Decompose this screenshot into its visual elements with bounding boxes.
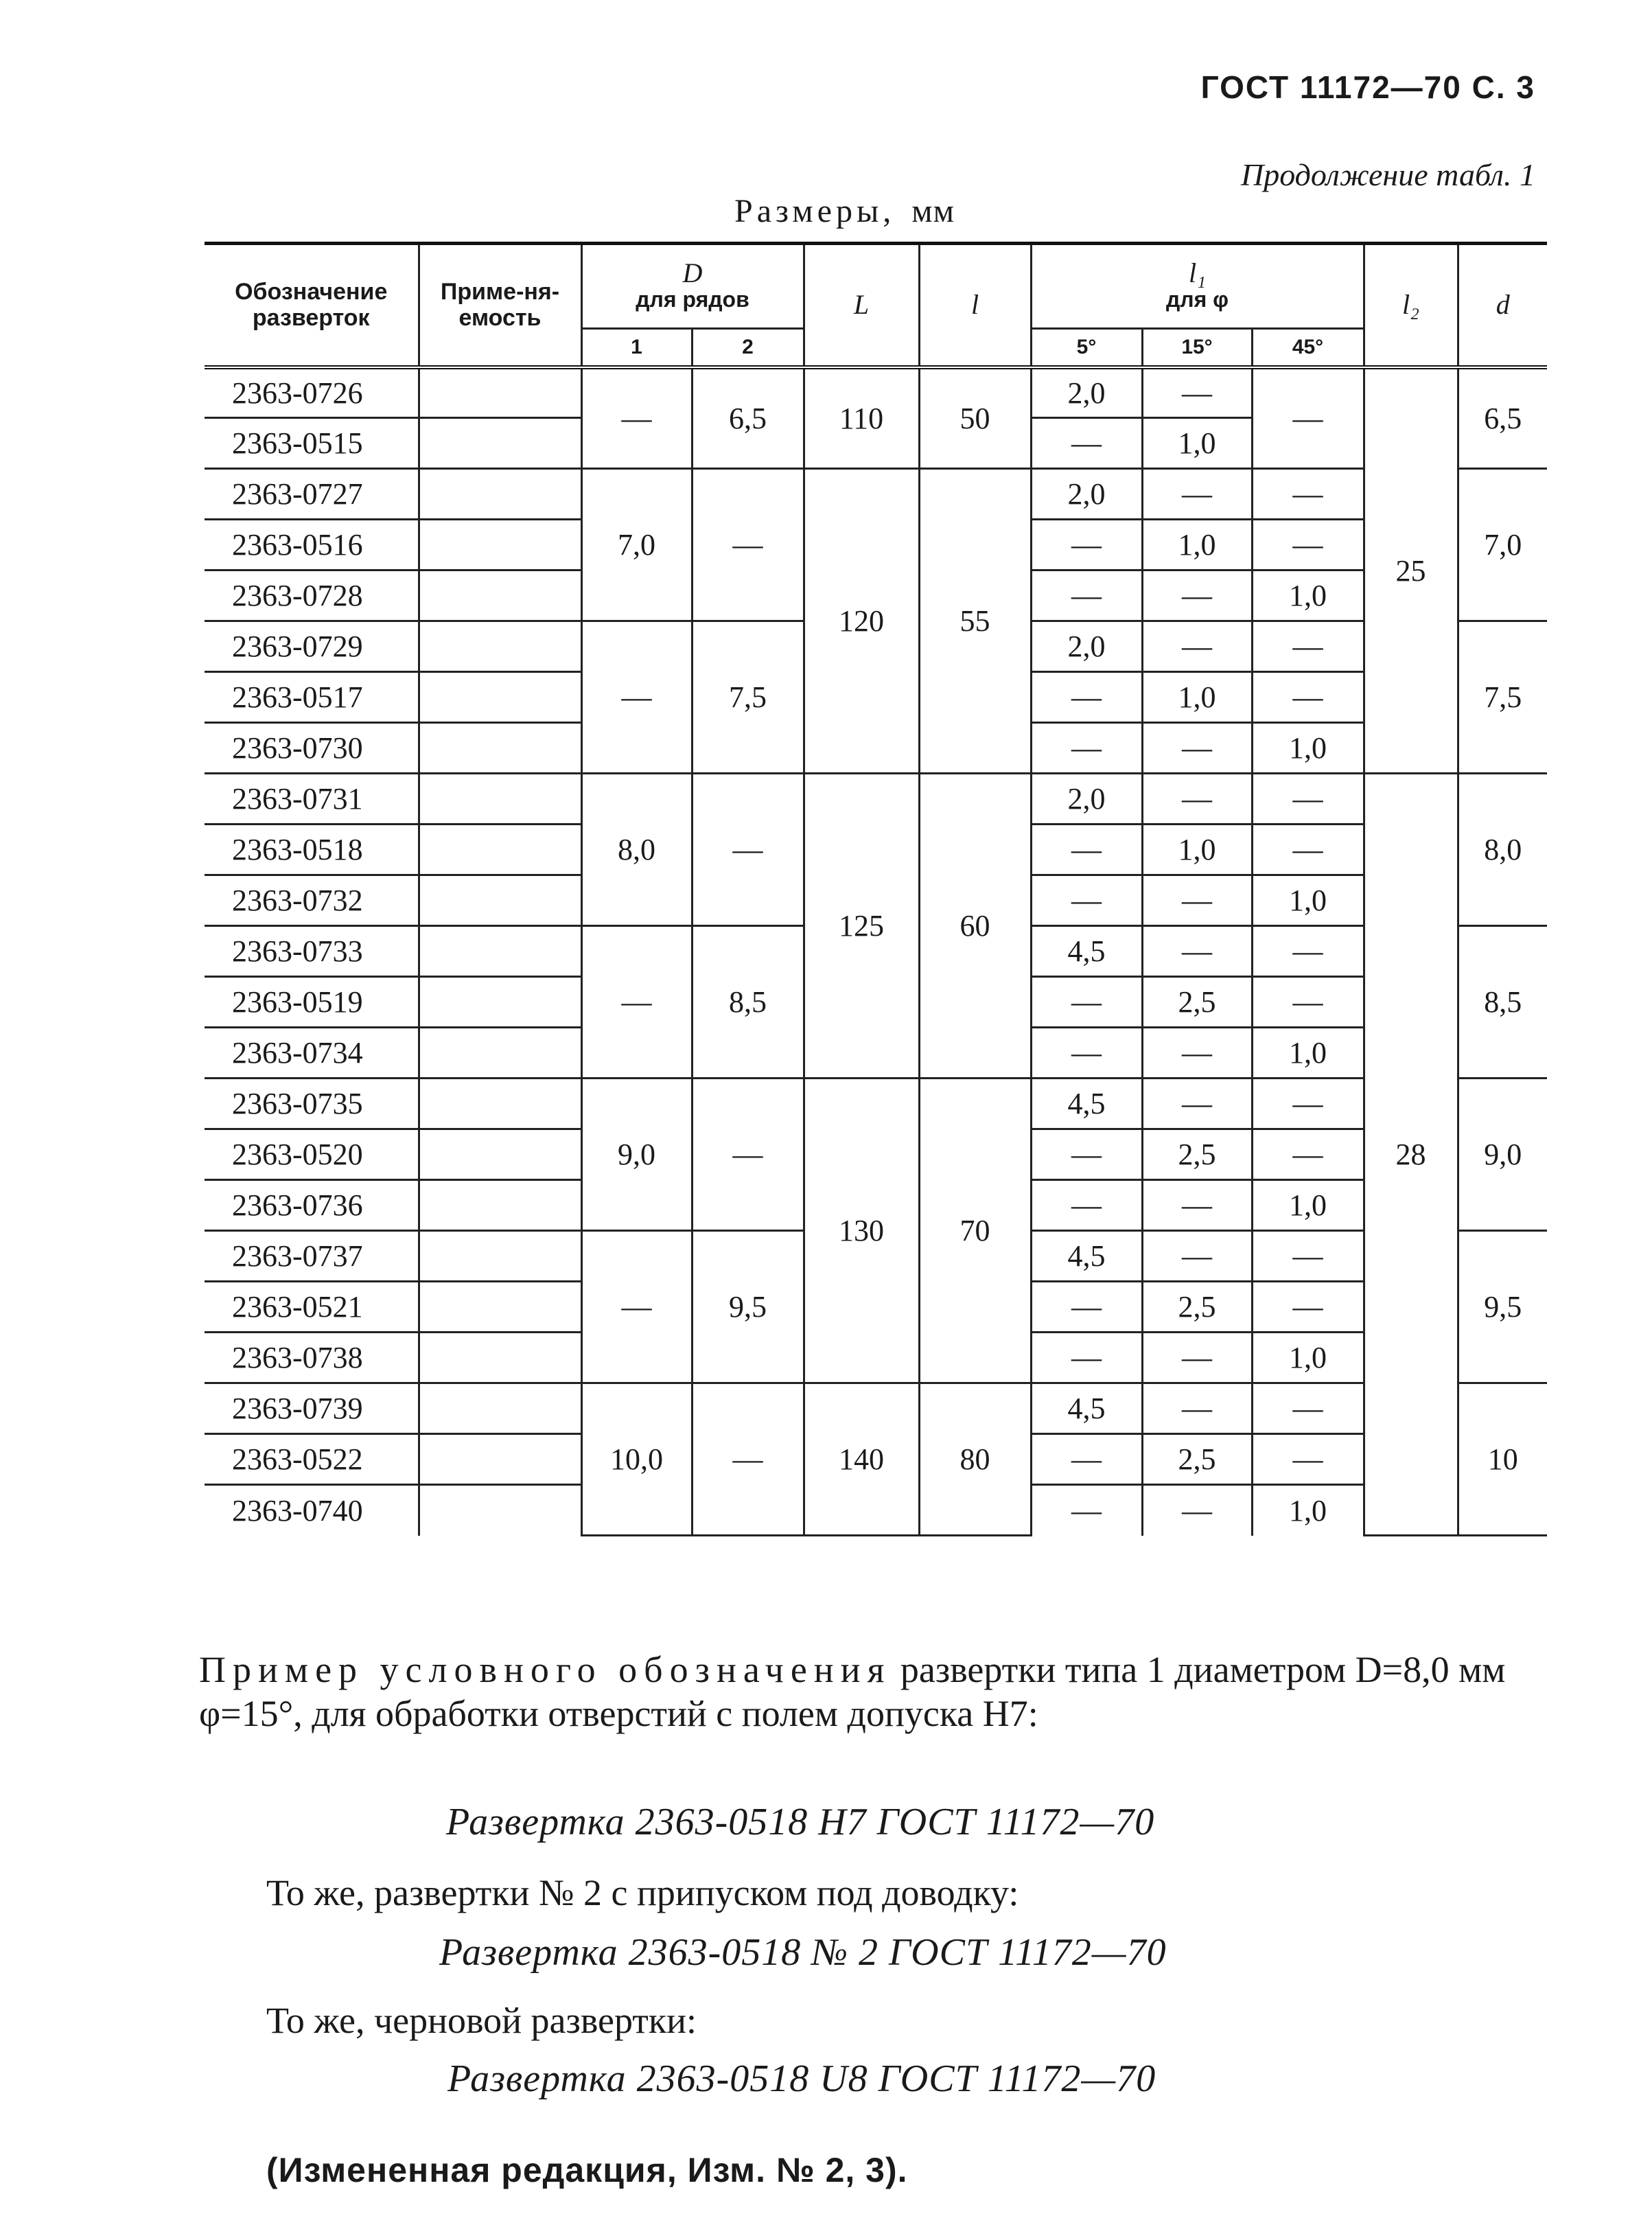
cell-f15: — bbox=[1142, 1333, 1252, 1383]
cell-applicability bbox=[419, 1028, 581, 1079]
table-row bbox=[205, 1383, 1547, 1434]
cell-f15: — bbox=[1142, 723, 1252, 774]
cell-f5: 2,0 bbox=[1031, 774, 1142, 825]
cell-applicability bbox=[419, 1129, 581, 1180]
cell-f15: — bbox=[1142, 774, 1252, 825]
cell-f45: — bbox=[1252, 1231, 1364, 1282]
cell-applicability bbox=[419, 367, 581, 418]
cell-applicability bbox=[419, 875, 581, 926]
cell-applicability bbox=[419, 520, 581, 570]
cell-f45: 1,0 bbox=[1252, 875, 1364, 926]
cell-f5: — bbox=[1031, 1180, 1142, 1231]
cell-code: 2363-0521 bbox=[205, 1282, 419, 1333]
col-l1-label: l₁ bbox=[1188, 257, 1207, 288]
example-formula-3: Развертка 2363-0518 U8 ГОСТ 11172—70 bbox=[447, 2058, 1156, 2100]
cell-code: 2363-0520 bbox=[205, 1129, 419, 1180]
cell-code: 2363-0737 bbox=[205, 1231, 419, 1282]
col-D bbox=[581, 244, 804, 329]
cell-f45: 1,0 bbox=[1252, 570, 1364, 621]
cell-f45: — bbox=[1252, 520, 1364, 570]
cell-f15: — bbox=[1142, 621, 1252, 672]
cell-D2: — bbox=[692, 1383, 804, 1536]
cell-f5: 2,0 bbox=[1031, 469, 1142, 520]
cell-f5: 2,0 bbox=[1031, 621, 1142, 672]
cell-f15: — bbox=[1142, 1180, 1252, 1231]
cell-code: 2363-0731 bbox=[205, 774, 419, 825]
cell-code: 2363-0730 bbox=[205, 723, 419, 774]
caption-unit: мм bbox=[911, 193, 955, 229]
cell-f45: — bbox=[1252, 1434, 1364, 1485]
example-line-3: То же, черновой развертки: bbox=[266, 2000, 697, 2041]
cell-code: 2363-0519 bbox=[205, 977, 419, 1028]
cell-f15: 1,0 bbox=[1142, 672, 1252, 723]
cell-applicability bbox=[419, 825, 581, 875]
cell-applicability bbox=[419, 469, 581, 520]
cell-f45: — bbox=[1252, 621, 1364, 672]
col-l1-sub: для φ bbox=[1165, 287, 1229, 312]
cell-f5: — bbox=[1031, 672, 1142, 723]
cell-f15: — bbox=[1142, 570, 1252, 621]
cell-applicability bbox=[419, 1282, 581, 1333]
cell-f15: — bbox=[1142, 1383, 1252, 1434]
cell-l2: 25 bbox=[1364, 367, 1458, 774]
cell-f5: — bbox=[1031, 418, 1142, 469]
cell-applicability bbox=[419, 1079, 581, 1129]
cell-code: 2363-0518 bbox=[205, 825, 419, 875]
cell-f45: — bbox=[1252, 672, 1364, 723]
col-designation: Обозначение разверток bbox=[205, 244, 419, 367]
example-intro-spaced: Пример условного обозначения bbox=[199, 1649, 892, 1690]
cell-applicability bbox=[419, 621, 581, 672]
cell-f15: — bbox=[1142, 469, 1252, 520]
cell-f15: — bbox=[1142, 1079, 1252, 1129]
col-phi-45: 45° bbox=[1252, 329, 1364, 367]
table-continuation-note: Продолжение табл. 1 bbox=[1241, 157, 1535, 192]
cell-applicability bbox=[419, 1434, 581, 1485]
col-applicability: Приме-ня-емость bbox=[419, 244, 581, 367]
cell-f15: — bbox=[1142, 1485, 1252, 1536]
cell-f45: — bbox=[1252, 774, 1364, 825]
cell-f45: — bbox=[1252, 1383, 1364, 1434]
cell-f5: — bbox=[1031, 825, 1142, 875]
cell-f15: 1,0 bbox=[1142, 825, 1252, 875]
cell-code: 2363-0740 bbox=[205, 1485, 419, 1536]
cell-l2: 28 bbox=[1364, 774, 1458, 1536]
cell-f5: 2,0 bbox=[1031, 367, 1142, 418]
cell-f15: 2,5 bbox=[1142, 1282, 1252, 1333]
cell-D2: 9,5 bbox=[692, 1231, 804, 1383]
caption-text: Размеры, bbox=[734, 193, 896, 229]
cell-D2: — bbox=[692, 774, 804, 926]
cell-L: 120 bbox=[804, 469, 919, 774]
cell-f45: 1,0 bbox=[1252, 1333, 1364, 1383]
cell-D2: 7,5 bbox=[692, 621, 804, 774]
cell-f5: — bbox=[1031, 1485, 1142, 1536]
cell-D1: — bbox=[581, 1231, 692, 1383]
col-phi-5: 5° bbox=[1031, 329, 1142, 367]
cell-L: 125 bbox=[804, 774, 919, 1079]
cell-code: 2363-0735 bbox=[205, 1079, 419, 1129]
cell-f5: 4,5 bbox=[1031, 926, 1142, 977]
table-row bbox=[205, 1079, 1547, 1129]
cell-D2: 6,5 bbox=[692, 367, 804, 469]
page-header: ГОСТ 11172—70 С. 3 bbox=[1200, 69, 1535, 105]
cell-f15: — bbox=[1142, 1028, 1252, 1079]
cell-applicability bbox=[419, 774, 581, 825]
cell-applicability bbox=[419, 1333, 581, 1383]
cell-code: 2363-0736 bbox=[205, 1180, 419, 1231]
cell-f5: 4,5 bbox=[1031, 1231, 1142, 1282]
table-caption bbox=[734, 192, 955, 230]
cell-code: 2363-0739 bbox=[205, 1383, 419, 1434]
col-phi-15: 15° bbox=[1142, 329, 1252, 367]
example-paragraph bbox=[199, 1648, 1537, 1736]
example-formula-2: Развертка 2363-0518 № 2 ГОСТ 11172—70 bbox=[439, 1931, 1167, 1974]
col-d: d bbox=[1458, 244, 1547, 367]
cell-f5: — bbox=[1031, 520, 1142, 570]
cell-f15: 2,5 bbox=[1142, 977, 1252, 1028]
cell-f5: — bbox=[1031, 1129, 1142, 1180]
cell-f15: — bbox=[1142, 875, 1252, 926]
cell-f15: 1,0 bbox=[1142, 520, 1252, 570]
cell-f15: — bbox=[1142, 1231, 1252, 1282]
cell-f45: 1,0 bbox=[1252, 1180, 1364, 1231]
col-l: l bbox=[919, 244, 1031, 367]
cell-applicability bbox=[419, 1485, 581, 1536]
cell-f5: — bbox=[1031, 723, 1142, 774]
table-row bbox=[205, 774, 1547, 825]
cell-L: 130 bbox=[804, 1079, 919, 1383]
cell-f15: 2,5 bbox=[1142, 1129, 1252, 1180]
cell-f5: — bbox=[1031, 977, 1142, 1028]
dimensions-table bbox=[205, 242, 1547, 1536]
cell-f15: — bbox=[1142, 367, 1252, 418]
cell-applicability bbox=[419, 1180, 581, 1231]
cell-applicability bbox=[419, 418, 581, 469]
cell-f5: — bbox=[1031, 1028, 1142, 1079]
cell-L: 110 bbox=[804, 367, 919, 469]
cell-f45: 1,0 bbox=[1252, 1028, 1364, 1079]
cell-f5: — bbox=[1031, 875, 1142, 926]
cell-f45: — bbox=[1252, 977, 1364, 1028]
cell-f5: — bbox=[1031, 1333, 1142, 1383]
cell-applicability bbox=[419, 926, 581, 977]
cell-f15: 2,5 bbox=[1142, 1434, 1252, 1485]
cell-d: 8,5 bbox=[1458, 926, 1547, 1079]
cell-l: 60 bbox=[919, 774, 1031, 1079]
cell-d: 9,5 bbox=[1458, 1231, 1547, 1383]
cell-applicability bbox=[419, 1231, 581, 1282]
cell-L: 140 bbox=[804, 1383, 919, 1536]
cell-f45: — bbox=[1252, 469, 1364, 520]
cell-f45: — bbox=[1252, 1079, 1364, 1129]
cell-d: 6,5 bbox=[1458, 367, 1547, 469]
cell-f45: — bbox=[1252, 825, 1364, 875]
cell-D2: — bbox=[692, 469, 804, 621]
cell-code: 2363-0726 bbox=[205, 367, 419, 418]
cell-D1: — bbox=[581, 367, 692, 469]
cell-D1: 10,0 bbox=[581, 1383, 692, 1536]
cell-code: 2363-0734 bbox=[205, 1028, 419, 1079]
cell-d: 8,0 bbox=[1458, 774, 1547, 926]
cell-d: 9,0 bbox=[1458, 1079, 1547, 1231]
cell-code: 2363-0517 bbox=[205, 672, 419, 723]
cell-f5: 4,5 bbox=[1031, 1383, 1142, 1434]
cell-code: 2363-0516 bbox=[205, 520, 419, 570]
cell-code: 2363-0727 bbox=[205, 469, 419, 520]
cell-code: 2363-0522 bbox=[205, 1434, 419, 1485]
cell-f15: — bbox=[1142, 926, 1252, 977]
cell-f5: — bbox=[1031, 1282, 1142, 1333]
cell-code: 2363-0728 bbox=[205, 570, 419, 621]
cell-D2: 8,5 bbox=[692, 926, 804, 1079]
cell-f5: 4,5 bbox=[1031, 1079, 1142, 1129]
cell-f15: 1,0 bbox=[1142, 418, 1252, 469]
cell-D1: — bbox=[581, 621, 692, 774]
cell-applicability bbox=[419, 672, 581, 723]
cell-code: 2363-0515 bbox=[205, 418, 419, 469]
cell-applicability bbox=[419, 570, 581, 621]
cell-applicability bbox=[419, 1383, 581, 1434]
col-l2: l₂ bbox=[1364, 244, 1458, 367]
cell-f5: — bbox=[1031, 570, 1142, 621]
cell-f5: — bbox=[1031, 1434, 1142, 1485]
cell-code: 2363-0729 bbox=[205, 621, 419, 672]
cell-d: 7,0 bbox=[1458, 469, 1547, 621]
cell-d: 7,5 bbox=[1458, 621, 1547, 774]
edition-note: (Измененная редакция, Изм. № 2, 3). bbox=[266, 2151, 908, 2189]
table-row bbox=[205, 367, 1547, 418]
col-D-row1: 1 bbox=[581, 329, 692, 367]
cell-f45: 1,0 bbox=[1252, 723, 1364, 774]
cell-D2: — bbox=[692, 1079, 804, 1231]
col-l1 bbox=[1031, 244, 1364, 329]
col-D-label: D bbox=[682, 257, 703, 288]
cell-D1: 8,0 bbox=[581, 774, 692, 926]
example-line-2: То же, развертки № 2 с припуском под доводку: bbox=[266, 1872, 1019, 1913]
cell-D1: 7,0 bbox=[581, 469, 692, 621]
cell-D1: — bbox=[581, 926, 692, 1079]
cell-code: 2363-0738 bbox=[205, 1333, 419, 1383]
cell-applicability bbox=[419, 977, 581, 1028]
cell-code: 2363-0732 bbox=[205, 875, 419, 926]
cell-l: 55 bbox=[919, 469, 1031, 774]
cell-d: 10 bbox=[1458, 1383, 1547, 1536]
cell-f45: — bbox=[1252, 1282, 1364, 1333]
cell-f45: 1,0 bbox=[1252, 1485, 1364, 1536]
col-D-row2: 2 bbox=[692, 329, 804, 367]
cell-f45: — bbox=[1252, 1129, 1364, 1180]
table-row bbox=[205, 469, 1547, 520]
cell-l: 80 bbox=[919, 1383, 1031, 1536]
cell-D1: 9,0 bbox=[581, 1079, 692, 1231]
cell-f45: — bbox=[1252, 367, 1364, 469]
col-D-sub: для рядов bbox=[636, 287, 749, 312]
cell-applicability bbox=[419, 723, 581, 774]
cell-l: 70 bbox=[919, 1079, 1031, 1383]
example-intro-rest: развертки типа 1 диаметром D=8,0 мм φ=15°, для обработки отверстий с полем допуска Н7: bbox=[199, 1649, 1506, 1734]
col-L: L bbox=[804, 244, 919, 367]
example-formula-1: Развертка 2363-0518 Н7 ГОСТ 11172—70 bbox=[446, 1801, 1155, 1843]
cell-code: 2363-0733 bbox=[205, 926, 419, 977]
cell-f45: — bbox=[1252, 926, 1364, 977]
cell-l: 50 bbox=[919, 367, 1031, 469]
